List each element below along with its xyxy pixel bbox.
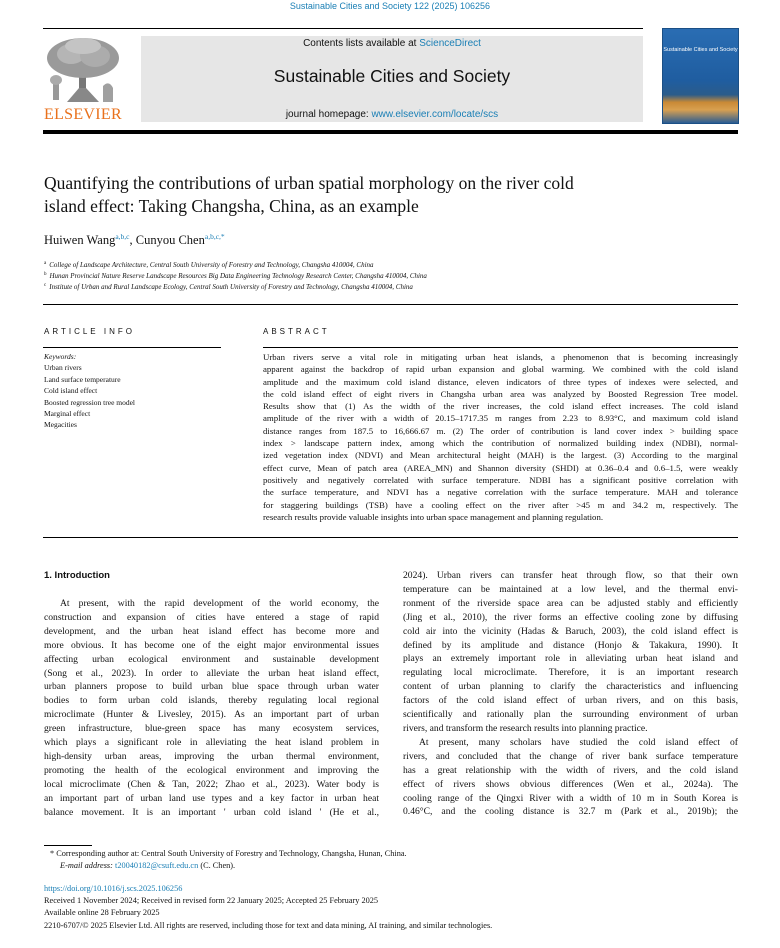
body-text-line: temperature can be maintained at a low level, and the thermal envi- (403, 583, 738, 595)
body-text-line: urban planners propose to build urban blue space through urban water (44, 681, 379, 693)
body-text-line: At present, with the rapid development of the world economy, the (60, 598, 379, 609)
body-text-line: which plays a significant role in alleviating the heat island problem in (44, 737, 379, 749)
body-text-line: has a great relationship with the width of rivers, and the cold island (403, 764, 738, 776)
body-text-line: construction and expansion of cities have entered a stage of rapid (44, 611, 379, 623)
header-rule-top (43, 28, 643, 29)
article-info-rule (43, 347, 221, 348)
header-rule-thick (43, 130, 738, 134)
body-text-line: factors of the cold island effect of urban rivers, and on this basis, (403, 695, 738, 707)
email-link[interactable]: t20040182@csuft.edu.cn (115, 861, 199, 870)
available-online-date: Available online 28 February 2025 (44, 908, 160, 917)
abstract-line: apparent against the backdrop of rapid urban expansion and global warming. We combined with the cold island (263, 364, 738, 375)
body-text-line: more obvious. It has become one of the eight major environmental issues (44, 639, 379, 651)
email-note: E-mail address: t20040182@csuft.edu.cn (C. Chen). (60, 861, 236, 870)
body-text-line: 0.46°C, and the cooling distance is 32.7 m (Park et al., 2019b); the (403, 806, 738, 818)
body-text-line: regulating local microclimate. Therefore, it is an important research (403, 667, 738, 679)
body-text-line: rivers, and concluded that the change of river bank surface temperature (403, 750, 738, 762)
abstract-text (263, 351, 738, 523)
abstract-line: index > landscape pattern index, among which the contribution of normalized building index (NDBI), normal- (263, 438, 738, 449)
publisher-wordmark: ELSEVIER (44, 106, 122, 123)
body-text-line: plays an extremely important role in alleviating urban heat island and (403, 653, 738, 665)
footnote-rule (44, 845, 92, 846)
article-title-line-1: Quantifying the contributions of urban spatial morphology on the river cold (44, 173, 574, 193)
body-text-line: rivers, and transform the research results into planning practice. (403, 722, 648, 734)
abstract-heading: ABSTRACT (263, 327, 330, 336)
author-name: Cunyou Chen (135, 233, 205, 247)
abstract-line: amplitude and the maximum cold island distance, eleven indicators of three types of indexes were selected, and (263, 376, 738, 387)
body-text-line: microclimate (Hunter & Livesley, 2015). As an important part of urban (44, 709, 379, 721)
body-text-line: cooling range of the Qingxi River with a width of 10 m in South Korea is (403, 792, 738, 804)
intro-right-column (403, 569, 738, 819)
keyword-item: Urban rivers (44, 363, 82, 372)
abstract-line: the surface temperature, and NDVI has a negative correlation with the surface temperature. MAH and tolerance (263, 487, 738, 498)
author-separator: , (129, 233, 136, 247)
body-text-line: ronment of the riverside space area can be adjusted stably and efficiently (403, 597, 738, 609)
body-text-line: cold air into the vicinity (Hadas & Baruch, 2003), the cold island effect is (403, 625, 738, 637)
affiliation-a: $^a$ College of Landscape Architecture, Central South University of Forestry and Technology, Changsha 410004, China (44, 261, 374, 269)
journal-citation[interactable] (0, 1, 780, 11)
body-text-line: (Song et al., 2023). In order to alleviate the urban heat island effect, (44, 667, 379, 679)
body-text-line: development, and the urban heat island effect has become more and (44, 625, 379, 637)
body-text-line: green infrastructure, blue-green space has many ecosystem services, (44, 723, 379, 735)
body-text-line: an important part of urban land use types and a key factor in urban heat (44, 792, 379, 804)
journal-homepage-line: journal homepage: www.elsevier.com/locate/scs (285, 109, 499, 120)
affiliation-b: $^b$ Hunan Provincial Nature Reserve Landscape Resources Big Data Engineering Technology Research Center, Changsha 410004, China (44, 272, 427, 280)
doi[interactable] (44, 884, 182, 893)
abstract-line: Results show that (1) As the width of the river increases, the cold island effect increases. The cold island (263, 401, 738, 412)
corresponding-author-note: * Corresponding author at: Central South University of Forestry and Technology, Changsha, Hunan, China. (50, 849, 407, 858)
body-text-line: promoting the health of the ecological environment and improving the (44, 764, 379, 776)
keyword-item: Boosted regression tree model (44, 398, 136, 407)
article-title-line-2: island effect: Taking Changsha, China, as an example (44, 196, 419, 216)
body-text-line: At present, many scholars have studied the cold island effect of (419, 736, 738, 748)
keyword-item: Marginal effect (44, 409, 91, 418)
doi-link[interactable]: https://doi.org/10.1016/j.scs.2025.106256 (44, 884, 183, 893)
author-affiliation-marks[interactable]: a,b,c,* (204, 232, 225, 241)
elsevier-logo[interactable] (43, 36, 123, 124)
body-text-line: local microclimate (Chen & Tan, 2022; Zhao et al., 2023). Water body is (44, 778, 379, 790)
journal-citation-link[interactable]: Sustainable Cities and Society 122 (2025) 106256 (289, 1, 491, 11)
author-affiliation-marks[interactable]: a,b,c (115, 232, 130, 241)
journal-title: Sustainable Cities and Society (273, 66, 511, 86)
body-text-line: balance movement. It is an important ' urban cold island ' (He et al., (44, 806, 379, 818)
author-list (44, 232, 225, 248)
copyright-line: 2210-6707/© 2025 Elsevier Ltd. All rights are reserved, including those for text and data mining, AI training, and similar technologies. (44, 921, 493, 930)
elsevier-tree-icon (43, 36, 123, 106)
intro-left-column (44, 597, 379, 820)
abstract-rule (263, 347, 738, 348)
body-text-line: content of urban planning to clarify the characteristics and influencing (403, 681, 738, 693)
abstract-line: for staggering buildings (TSB) have a cooling effect on the river after >45 m and 34.2 m, respectively. The (263, 499, 738, 510)
affiliation-c: $^c$ Institute of Urban and Rural Landscape Ecology, Central South University of Forestry and Technology, Changsha 410004, China (44, 283, 413, 291)
sciencedirect-link[interactable]: ScienceDirect (419, 38, 481, 49)
abstract-line: ized vegetation index (NDVI) and Mean architectural height (MAH) is the largest. (3) According to the marginal (263, 450, 738, 461)
abstract-line: distance ranges from 187.5 to 16,666.67 m. (2) The order of contribution is land cover index > building space (263, 425, 738, 436)
keywords-label: Keywords: (44, 352, 77, 361)
journal-banner (141, 36, 643, 122)
article-title (44, 172, 684, 218)
body-text-line: high-density urban areas, improving the urban thermal environment, (44, 750, 379, 762)
affiliation-rule (43, 304, 738, 305)
journal-homepage-link[interactable]: www.elsevier.com/locate/scs (371, 109, 499, 120)
article-info-heading: ARTICLE INFO (44, 327, 135, 336)
keyword-item: Land surface temperature (44, 375, 121, 384)
abstract-line: Urban rivers serve a vital role in mitigating urban heat islands, a phenomenon that is becoming increasingly (263, 352, 738, 362)
abstract-line: effect curve, Mean of patch area (AREA_MN) and Shannon diversity (SHDI) at 0.36–0.4 and 0.6–1.5, were weakly (263, 462, 738, 473)
body-text-line: defined by its amplitude and distance (Honjo & Takakura, 1990). It (403, 639, 738, 651)
abstract-line: the cold island effect of eight rivers in Changsha urban area was analyzed by Boosted Regression Tree model. (263, 388, 738, 399)
body-text-line: bodies to form urban cold islands, thereby regulating local regional (44, 695, 379, 707)
abstract-line: positively and negatively correlated with surface temperature. NDBI has a significant positive correlation with (263, 474, 738, 485)
body-text-line: affecting urban ecological environment and sustainable development (44, 653, 379, 665)
keyword-item: Cold island effect (44, 386, 98, 395)
author-name: Huiwen Wang (44, 233, 116, 247)
abstract-line: research results provide valuable insights into urban space management and planning regulation. (263, 511, 604, 522)
body-text-line: 2024). Urban rivers can transfer heat through flow, so that their own (403, 570, 738, 581)
abstract-line: amplitude of the river with a width of 20.15–1717.35 m ranges from 2.23 to 8.93°C, and maximum cold island (263, 413, 738, 424)
section-heading-introduction: 1. Introduction (44, 570, 110, 581)
body-text-line: effect of rivers shows obvious differences (Wen et al., 2024a). The (403, 778, 738, 790)
body-text-line: (Jing et al., 2010), the river forms an effective cooling zone by diffusing (403, 611, 738, 623)
contents-available-line: Contents lists available at ScienceDirect (303, 38, 481, 49)
received-dates: Received 1 November 2024; Received in revised form 22 January 2025; Accepted 25 February 2025 (44, 896, 379, 905)
body-text-line: scientifically and rationally plan the surrounding environment of urban (403, 709, 738, 721)
keyword-item: Megacities (44, 420, 77, 429)
abstract-end-rule (43, 537, 738, 538)
journal-cover-thumbnail[interactable] (662, 28, 739, 124)
cover-title: Sustainable Cities and Society (663, 47, 738, 53)
